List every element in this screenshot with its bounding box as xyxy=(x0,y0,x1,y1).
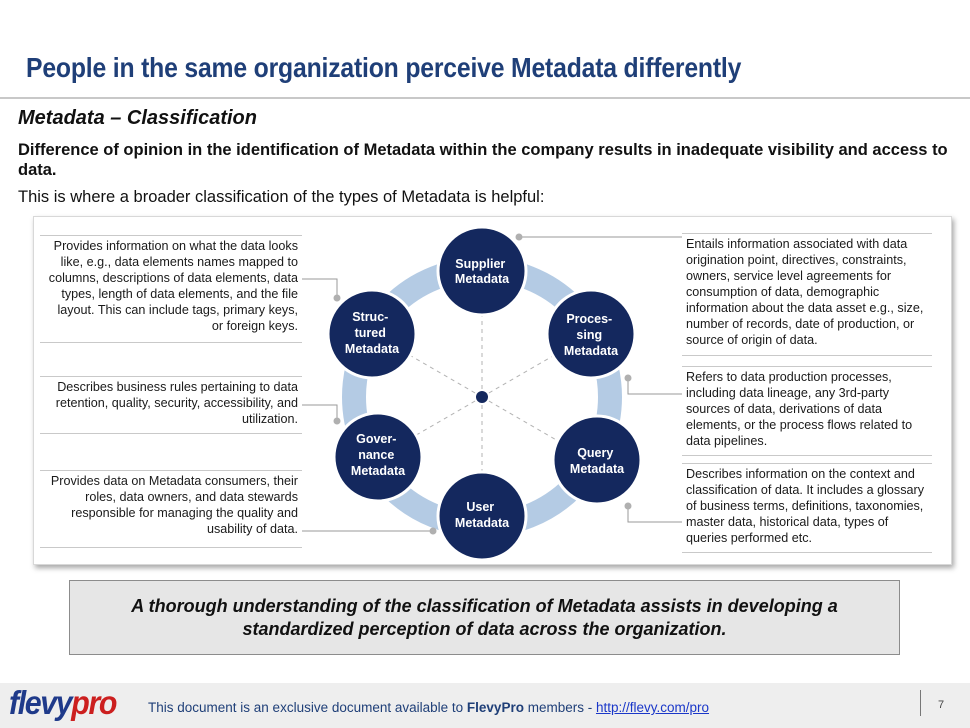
footer-text-prefix: This document is an exclusive document available to xyxy=(148,700,467,715)
flevypro-logo xyxy=(9,684,116,722)
logo-accent: pro xyxy=(71,684,117,721)
node-governance-line2: nance xyxy=(358,448,395,462)
node-query xyxy=(553,416,641,504)
connector-structured xyxy=(302,279,337,296)
desc-governance: Describes business rules pertaining to data retention, quality, security, accessibility, and utilization. xyxy=(40,376,302,434)
intro-text: This is where a broader classification of the types of Metadata is helpful: xyxy=(18,188,545,206)
node-processing-line2: sing xyxy=(576,328,603,342)
footer-separator xyxy=(920,690,921,716)
node-query-line2: Metadata xyxy=(569,462,625,476)
node-processing-line3: Metadata xyxy=(563,344,619,358)
logo-main: flevy xyxy=(9,684,72,721)
node-supplier-line1: Supplier xyxy=(455,257,506,271)
footer-text-middle: members - xyxy=(523,700,596,715)
node-structured-line2: tured xyxy=(354,326,386,340)
lead-statement: Difference of opinion in the identification of Metadata within the company results in inadequate visibility and access to data. xyxy=(18,141,948,179)
footer-link[interactable]: http://flevy.com/pro xyxy=(595,700,710,715)
node-processing-line1: Proces- xyxy=(566,312,613,326)
conclusion-box xyxy=(69,580,900,655)
page-title: People in the same organization perceive Metadata differently xyxy=(26,52,742,83)
node-governance xyxy=(334,413,422,501)
footer-brand: FlevyPro xyxy=(466,700,524,715)
node-structured-line3: Metadata xyxy=(344,342,400,356)
center-dot xyxy=(476,391,488,403)
connector-processing xyxy=(628,378,682,394)
node-user-line2: Metadata xyxy=(454,516,510,530)
page-number: 7 xyxy=(938,699,945,711)
desc-supplier: Entails information associated with data origination point, directives, constraints, owners, service level agreements for consumption of data, demographic information about the data asset e.g., size, number of records, date of production, or source of origin of data. xyxy=(682,233,932,356)
node-supplier xyxy=(438,227,526,315)
node-query-line1: Query xyxy=(577,446,614,460)
node-user-line1: User xyxy=(466,500,495,514)
conclusion-text: A thorough understanding of the classification of Metadata assists in developing a standardized perception of data across the organization. xyxy=(131,595,838,639)
connector-governance xyxy=(302,405,337,420)
footer-note xyxy=(148,700,709,715)
node-processing xyxy=(547,290,635,378)
node-user xyxy=(438,472,526,560)
node-governance-line1: Gover- xyxy=(356,432,397,446)
connector-query xyxy=(628,506,682,522)
desc-processing: Refers to data production processes, including data lineage, any 3rd-party sources of data, derivations of data elements, or the process flows related to data pipelines. xyxy=(682,366,932,456)
desc-query: Describes information on the context and classification of data. It includes a glossary of business terms, definitions, taxonomies, master data, historical data, types of queries performed etc. xyxy=(682,463,932,553)
section-subtitle: Metadata – Classification xyxy=(18,107,257,129)
node-governance-line3: Metadata xyxy=(350,464,406,478)
svg-text:Supplier Metadata xyxy=(455,257,510,286)
desc-user: Provides data on Metadata consumers, their roles, data owners, and data stewards responsible for managing the quality and usability of data. xyxy=(40,470,302,548)
desc-structured: Provides information on what the data looks like, e.g., data elements names mapped to columns, descriptions of data elements, data types, length of data elements, and the file layout. This can include tags, primary keys, or foreign keys. xyxy=(40,235,302,343)
node-supplier-line2: Metadata xyxy=(454,272,510,286)
node-structured xyxy=(328,290,416,378)
node-structured-line1: Struc- xyxy=(352,310,389,324)
